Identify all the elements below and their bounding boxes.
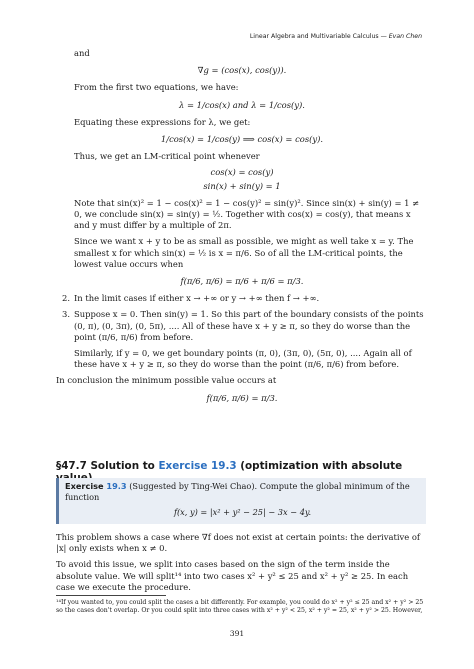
exercise-number-link[interactable]: 19.3 — [106, 481, 127, 491]
exercise-label: Exercise 19.3 — [65, 481, 127, 491]
item-text: In the limit cases if either x → +∞ or y → +∞ then f → +∞. — [74, 293, 320, 304]
equation-system-1: cos(x) = cos(y) — [210, 167, 274, 178]
footnote: ¹⁴If you wanted to, you could split the cases a bit differently. For example, you could do x² + y² ≤ 25 and x² + y² > 25 so the cases don't overlap. Or you could split into three cases with x² + y² < 25, x² + y² = 25, x² + y² > 25. However, — [56, 599, 424, 615]
after-exercise — [56, 532, 428, 598]
running-header — [250, 33, 422, 40]
section-prefix: §47.7 Solution to — [56, 460, 159, 472]
exercise-box — [56, 478, 426, 524]
solution-body — [56, 48, 428, 410]
text-note: Note that sin(x)² = 1 − cos(x)² = 1 − cos(y)² = sin(y)². Since sin(x) + sin(y) = 1 ≠ 0, we conclude sin(x) = sin(y) = ½. Together with cos(x) = cos(y), that means x and y must differ by a multiple of 2π. — [74, 197, 420, 231]
equation-grad-g: ∇g = (cos(x), cos(y)). — [197, 65, 287, 76]
item-number: 3. — [62, 309, 70, 320]
footnote-divider — [56, 595, 166, 596]
list-item-2 — [62, 293, 428, 304]
text-equating: Equating these expressions for λ, we get: — [74, 116, 251, 127]
text-thus: Thus, we get an LM-critical point whenever — [74, 151, 260, 162]
equation-system-2: sin(x) + sin(y) = 1 — [203, 180, 281, 191]
exercise-credit: (Suggested by Ting-Wei Chao). Compute the global minimum of the function — [65, 481, 410, 502]
equation-lambda: λ = 1/cos(x) and λ = 1/cos(y). — [179, 99, 305, 110]
item-text-b: Similarly, if y = 0, we get boundary points (π, 0), (3π, 0), (5π, 0), .... Again all of these have x + y ≥ π, so they do worse than the point (π/6, π/6) from before. — [74, 348, 412, 370]
equation-f-value-1: f(π/6, π/6) = π/6 + π/6 = π/3. — [180, 276, 304, 287]
equation-f-value-2: f(π/6, π/6) = π/3. — [206, 392, 278, 403]
equation-cos-equal: 1/cos(x) = 1/cos(y) ⟹ cos(x) = cos(y). — [160, 134, 324, 145]
text-from-first: From the first two equations, we have: — [74, 82, 239, 93]
header-title: Linear Algebra and Multivariable Calculus — — [249, 33, 389, 40]
text-gradient-note: This problem shows a case where ∇f does not exist at certain points: the derivative of |x| only exists when x ≠ 0. — [56, 532, 420, 554]
text-and: and — [74, 48, 90, 58]
item-text-a: Suppose x = 0. Then sin(y) = 1. So this part of the boundary consists of the points (0, π), (0, 3π), (0, 5π), .... All of these have x + y ≥ π, so they do worse than the point (π/6, π/6) from before. — [74, 309, 424, 342]
text-since: Since we want x + y to be as small as possible, we might as well take x = y. The smallest x for which sin(x) = ½ is x = π/6. So of all the LM-critical points, the lowest value occurs when — [74, 236, 414, 269]
exercise-formula: f(x, y) = |x² + y² − 25| − 3x − 4y. — [173, 507, 312, 517]
page-number: 391 — [229, 629, 245, 638]
exercise-link[interactable]: Exercise 19.3 — [158, 460, 237, 472]
list-item-3 — [62, 309, 428, 370]
header-author: Evan Chen — [388, 33, 422, 40]
text-conclusion: In conclusion the minimum possible value occurs at — [56, 375, 277, 386]
section-suffix: (optimization with absolute — [240, 460, 403, 472]
item-number: 2. — [62, 293, 70, 304]
text-split-cases: To avoid this issue, we split into cases based on the sign of the term inside the absolute value. We will split¹⁴ into two cases x² + y² ≤ 25 and x² + y² ≥ 25. In each case we execute the procedure. — [56, 559, 409, 592]
